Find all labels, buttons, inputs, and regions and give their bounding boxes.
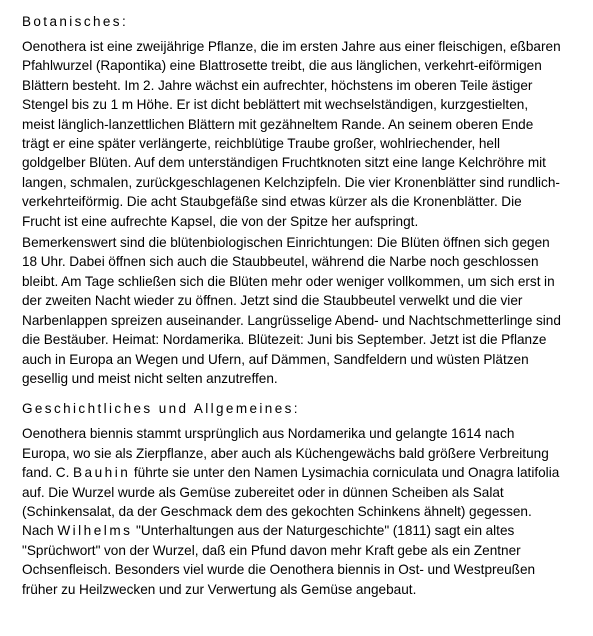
section-geschichtliches <box>22 399 562 599</box>
section-heading-botanisches: Botanisches: <box>22 14 129 29</box>
paragraph-history <box>22 424 562 599</box>
history-text-part-3: "Unterhaltungen aus der Naturgeschichte" (1811) sagt ein altes "Sprüchwort" von der Wurzel, daß ein Pfund davon mehr Kraft gebe als ein Zentner Ochsenfleisch. Besonders viel wurde die Oenothera biennis in Ost- und Westpreußen früher zu Heilzwecken und zur Verwertung als Gemüse angebaut. <box>22 523 536 597</box>
history-text-part-2: führte sie unter den Namen Lysimachia corniculata und Onagra latifolia auf. Die Wurzel wurde als Gemüse zubereitet oder in dünnen Scheiben als Salat (Schinkensalat, da der Geschmack dem des gekochten Schinkens ähnelt) gegessen. Nach <box>22 465 560 539</box>
paragraph-description: Oenothera ist eine zweijährige Pflanze, die im ersten Jahre aus einer fleischigen, eßbaren Pfahlwurzel (Rapontika) eine Blattrosette treibt, die aus länglichen, verkehrt-eiförmigen Blättern besteht. Im 2. Jahre wächst ein aufrechter, höchstens im oberen Teile ästiger Stengel bis zu 1 m Höhe. Er ist dicht beblättert mit wechselständigen, kurzgestielten, meist länglich-lanzettlichen Blättern mit gezähneltem Rande. An seinem oberen Ende trägt er eine später verlängerte, reichblütige Traube großer, wohlriechender, hell goldgelber Blüten. Auf dem unterständigen Fruchtknoten sitzt eine lange Kelchröhre mit langen, schmalen, zurückgeschlagenen Kelchzipfeln. Die vier Kronenblätter sind rundlich-verkehrteiförmig. Die acht Staubgefäße sind etwas kürzer als die Kronenblätter. Die Frucht ist eine aufrechte Kapsel, die von der Spitze her aufspringt. <box>22 39 561 229</box>
section-botanisches <box>22 12 562 388</box>
history-text-part-1: Oenothera biennis stammt ursprünglich aus Nordamerika und gelangte 1614 nach Europa, wo sie als Zierpflanze, aber auch als Küchengewächs bald größere Verbreitung fand. C. <box>22 426 549 481</box>
paragraph-flower-biology: Bemerkenswert sind die blütenbiologischen Einrichtungen: Die Blüten öffnen sich gegen 18 Uhr. Dabei öffnen sich auch die Staubbeutel, während die Narbe noch geschlossen bleibt. Am Tage schließen sich die Blüten mehr oder weniger vollkommen, um sich erst in der zweiten Nacht wieder zu öffnen. Jetzt sind die Staubbeutel verwelkt und die vier Narbenlappen spreizen auseinander. Langrüsselige Abend- und Nachtschmetterlinge sind die Bestäuber. Heimat: Nordamerika. Blütezeit: Juni bis September. Jetzt ist die Pflanze auch in Europa an Wegen und Ufern, auf Dämmen, Sandfeldern und wüsten Plätzen gesellig und meist nicht selten anzutreffen. <box>22 235 561 386</box>
section-heading-geschichtliches: Geschichtliches und Allgemeines: <box>22 401 300 417</box>
author-name-bauhin: Bauhin <box>72 465 131 481</box>
document-content <box>22 12 562 601</box>
author-name-wilhelms: Wilhelms <box>57 523 133 539</box>
